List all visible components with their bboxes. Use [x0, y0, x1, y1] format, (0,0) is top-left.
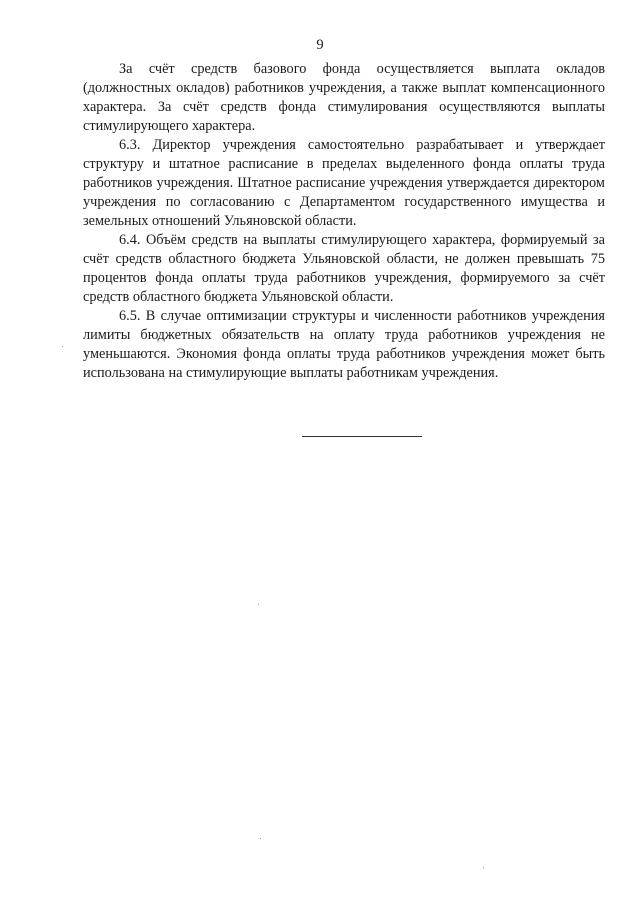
page-number: 9: [316, 37, 324, 53]
paragraph-base-fund: За счёт средств базового фонда осуществляется выплата окладов (должностных окладов) работников учреждения, а также выплат компенсационного характера. За счёт средств фонда стимулирования осуществляются выплаты стимулирующего характера.: [83, 61, 605, 134]
scan-speck: [260, 838, 261, 839]
end-of-document-line: [302, 436, 422, 437]
paragraph-6-5: 6.5. В случае оптимизации структуры и численности работников учреждения лимиты бюджетных обязательств на оплату труда работников учреждения не уменьшаются. Экономия фонда оплаты труда работников учреждения может быть использована на стимулирующие выплаты работникам учреждения.: [83, 308, 605, 381]
scan-speck: [62, 346, 63, 347]
document-body: [83, 60, 605, 383]
paragraph-6-4: 6.4. Объём средств на выплаты стимулирующего характера, формируемый за счёт средств областного бюджета Ульяновской области, не должен превышать 75 процентов фонда оплаты труда работников учреждения, формируемого за счёт средств областного бюджета Ульяновской области.: [83, 232, 605, 305]
scan-speck: [258, 604, 259, 605]
paragraph-6-3: 6.3. Директор учреждения самостоятельно разрабатывает и утверждает структуру и штатное расписание в пределах выделенного фонда оплаты труда работников учреждения. Штатное расписание учреждения утверждается директором учреждения по согласованию с Департаментом государственного имущества и земельных отношений Ульяновской области.: [83, 137, 605, 229]
scan-speck: [483, 867, 484, 868]
